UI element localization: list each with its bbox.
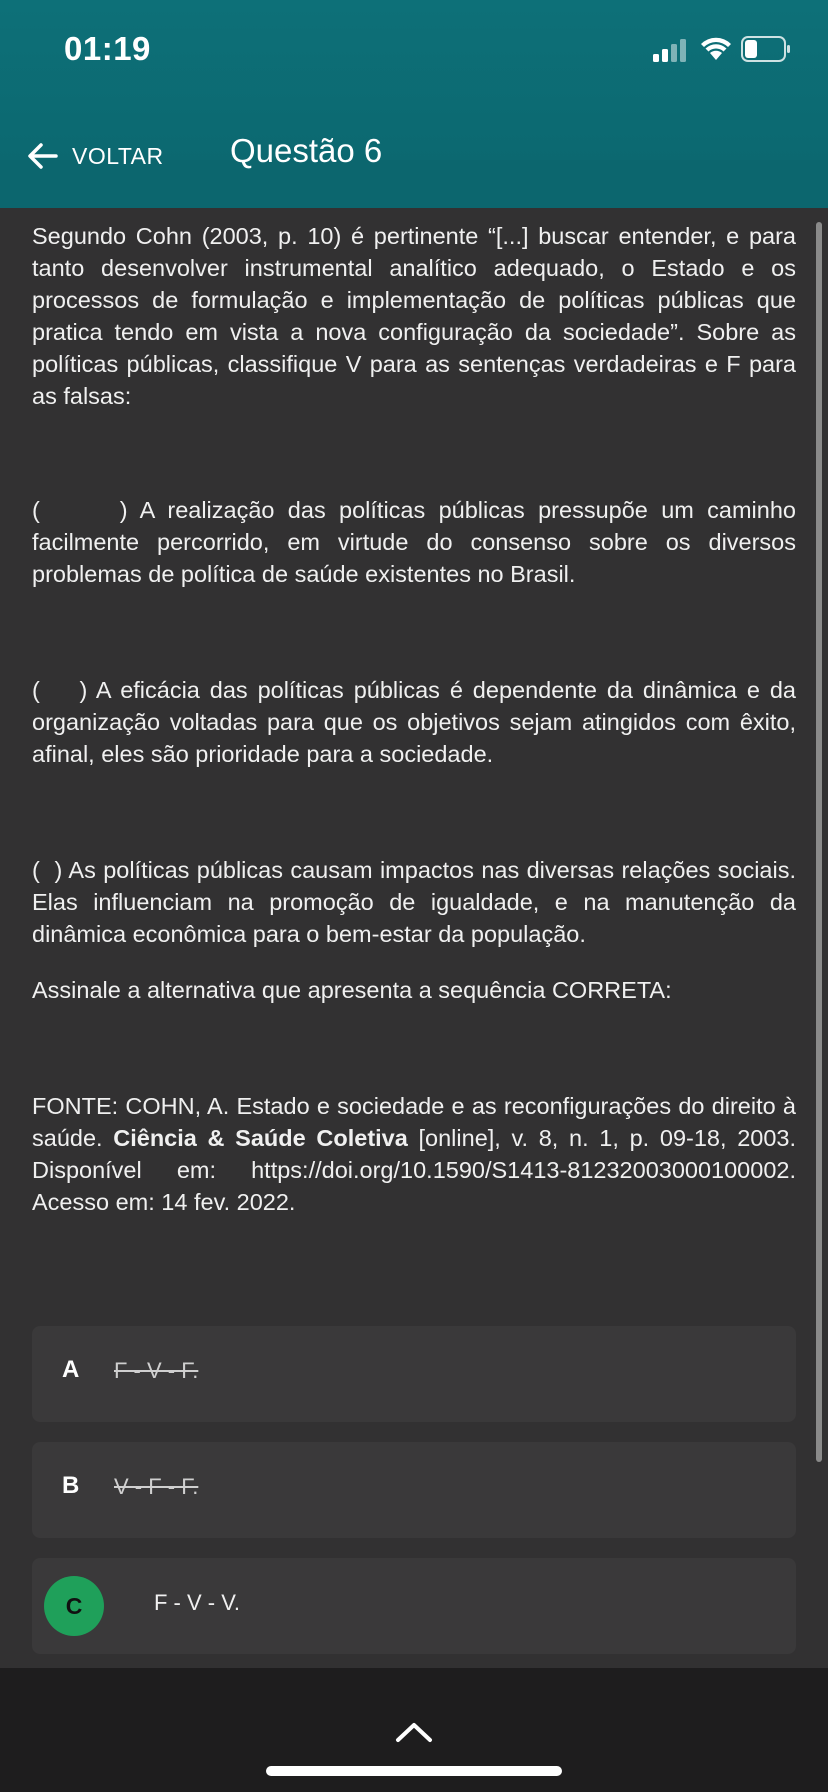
option-text: V - F - F. — [114, 1474, 199, 1499]
status-bar — [0, 0, 828, 100]
option-selected-badge: C — [44, 1576, 104, 1636]
statement-3: ( ) As políticas públicas causam impactos nas diversas relações sociais. Elas influenciam na promoção de igualdade, e na manutenção da dinâmica econômica para o bem-estar da população. — [32, 857, 796, 947]
bottom-bar — [0, 1668, 828, 1792]
option-letter: B — [62, 1472, 80, 1499]
option-text: F - V - V. — [154, 1590, 240, 1615]
home-indicator[interactable] — [266, 1766, 562, 1776]
option-letter: A — [62, 1356, 80, 1383]
source-part-1: FONTE: COHN, A. Estado e sociedade e as reconfigurações do direito à saúde. — [32, 1093, 796, 1151]
option-b[interactable] — [32, 1442, 796, 1538]
signal-icon — [651, 38, 691, 62]
status-time: 01:19 — [64, 30, 151, 67]
battery-icon — [741, 36, 791, 62]
statement-2: ( ) A eficácia das políticas públicas é dependente da dinâmica e da organização voltadas para que os objetivos sejam atingidos com êxito, afinal, eles são prioridade para a sociedade. — [32, 677, 796, 767]
source-journal: Ciência & Saúde Coletiva — [113, 1125, 408, 1151]
source-citation — [32, 1090, 796, 1218]
app-header — [0, 0, 828, 208]
nav-bar — [0, 120, 828, 190]
source-part-2: [online], v. 8, n. 1, p. 09-18, 2003. Disponível em: https://doi.org/10.1590/S1413-81232003000100002. Acesso em: 14 fev. 2022. — [32, 1125, 796, 1215]
option-a[interactable] — [32, 1326, 796, 1422]
wifi-icon — [699, 34, 733, 62]
scrollbar[interactable] — [816, 222, 822, 1462]
back-button[interactable] — [26, 134, 164, 178]
option-c[interactable] — [32, 1558, 796, 1654]
back-label: VOLTAR — [72, 142, 164, 169]
page-title: Questão 6 — [230, 132, 383, 169]
question-content[interactable] — [0, 208, 828, 1668]
option-text: F - V - F. — [114, 1358, 199, 1383]
question-instruction: Assinale a alternativa que apresenta a sequência CORRETA: — [32, 977, 672, 1003]
question-intro: Segundo Cohn (2003, p. 10) é pertinente “[...] buscar entender, e para tanto desenvolver instrumental analítico adequado, o Estado e os processos de formulação e implementação de políticas públicas que pratica tendo em vista a nova configuração da sociedade”. Sobre as políticas públicas, classifique V para as sentenças verdadeiras e F para as falsas: — [32, 223, 796, 409]
chevron-up-icon[interactable] — [394, 1720, 434, 1744]
statement-1: ( ) A realização das políticas públicas pressupõe um caminho facilmente percorrido, em virtude do consenso sobre os diversos problemas de política de saúde existentes no Brasil. — [32, 497, 796, 587]
back-arrow-icon — [26, 139, 60, 173]
